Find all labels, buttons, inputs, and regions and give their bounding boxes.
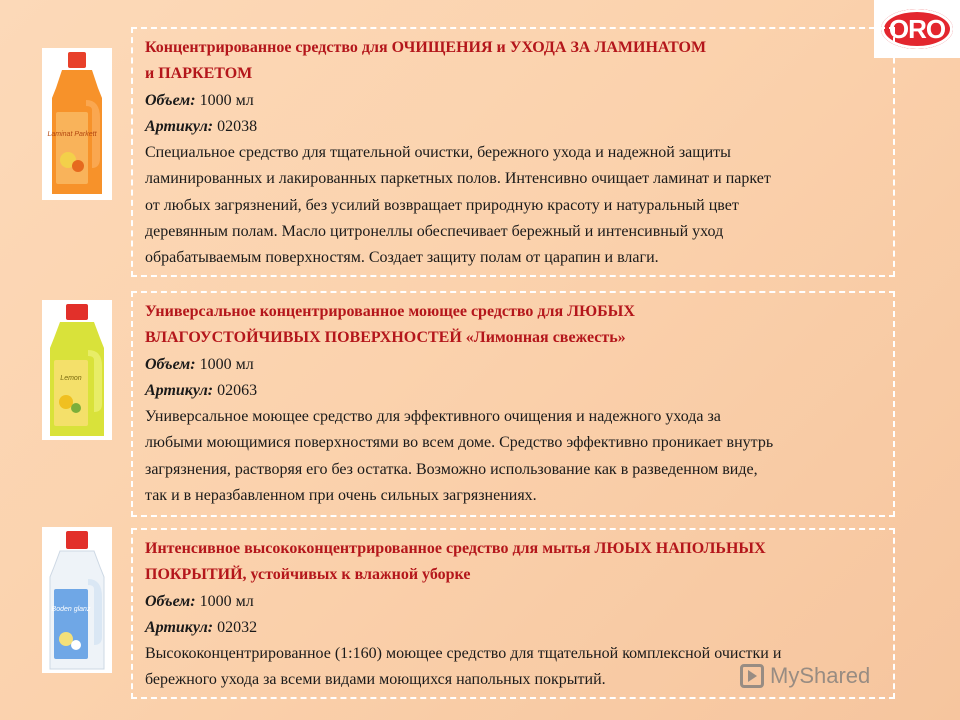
article-value: 02038 (213, 117, 258, 135)
product-title: ПОКРЫТИЙ, устойчивых к влажной уборке (145, 566, 471, 584)
watermark-text: MyShared (770, 663, 871, 688)
product-article (145, 114, 893, 140)
product-volume (145, 88, 893, 114)
bottle-label-text: Laminat Parkett (47, 131, 97, 138)
product-description: деревянным полам. Масло цитронеллы обеспечивает бережный и интенсивный уход (145, 223, 724, 241)
product-title: и ПАРКЕТОМ (145, 65, 253, 83)
product-description: обрабатываемым поверхностям. Создает защиту полам от царапин и влаги. (145, 249, 659, 267)
watermark (740, 658, 930, 694)
product-description: Специальное средство для тщательной очистки, бережного ухода и надежной защиты (145, 144, 731, 162)
product-bottle-image (42, 48, 112, 200)
product-card-universal (131, 291, 895, 517)
bottle-label-text: Boden glanz (51, 606, 91, 613)
product-description: бережного ухода за всеми видами моющихся напольных покрытий. (145, 671, 606, 689)
volume-label: Объем: (145, 355, 196, 373)
product-volume (145, 352, 893, 378)
product-article (145, 378, 893, 404)
product-description: Высококонцентрированное (1:160) моющее средство для тщательной комплексной очистки и (145, 645, 782, 663)
product-description: Универсальное моющее средство для эффективного очищения и надежного ухода за (145, 408, 721, 426)
article-value: 02032 (213, 618, 258, 636)
product-card-laminate (131, 27, 895, 277)
product-title: Концентрированное средство для ОЧИЩЕНИЯ и УХОДА ЗА ЛАМИНАТОМ (145, 39, 707, 56)
product-description: загрязнения, растворяя его без остатка. Возможно использование как в разведенном виде, (145, 460, 758, 478)
product-description: так и в неразбавленном при очень сильных загрязнениях. (145, 487, 537, 505)
product-title: Универсальное концентрированное моющее средство для ЛЮБЫХ (145, 303, 635, 320)
volume-value: 1000 мл (195, 592, 254, 610)
volume-value: 1000 мл (195, 91, 254, 109)
play-icon (740, 664, 764, 688)
product-bottle-image (42, 300, 112, 440)
volume-label: Объем: (145, 91, 196, 109)
article-label: Артикул: (145, 618, 214, 636)
product-title: Интенсивное высококонцентрированное средство для мытья ЛЮЫХ НАПОЛЬНЫХ (145, 540, 766, 557)
product-description: ламинированных и лакированных паркетных полов. Интенсивно очищает ламинат и паркет (145, 170, 771, 188)
article-value: 02063 (213, 381, 258, 399)
product-volume (145, 589, 893, 615)
volume-label: Объем: (145, 592, 196, 610)
bottle-label-text: Lemon (60, 375, 82, 382)
volume-value: 1000 мл (195, 355, 254, 373)
article-label: Артикул: (145, 381, 214, 399)
product-bottle-image (42, 527, 112, 673)
product-article (145, 615, 893, 641)
article-label: Артикул: (145, 117, 214, 135)
product-description: любыми моющимися поверхностями во всем доме. Средство эффективно проникает внутрь (145, 434, 774, 452)
product-title: ВЛАГОУСТОЙЧИВЫХ ПОВЕРХНОСТЕЙ «Лимонная свежесть» (145, 329, 626, 347)
logo-mark: ORO (881, 9, 953, 49)
product-description: от любых загрязнений, без усилий возвращает природную красоту и натуральный цвет (145, 196, 739, 214)
